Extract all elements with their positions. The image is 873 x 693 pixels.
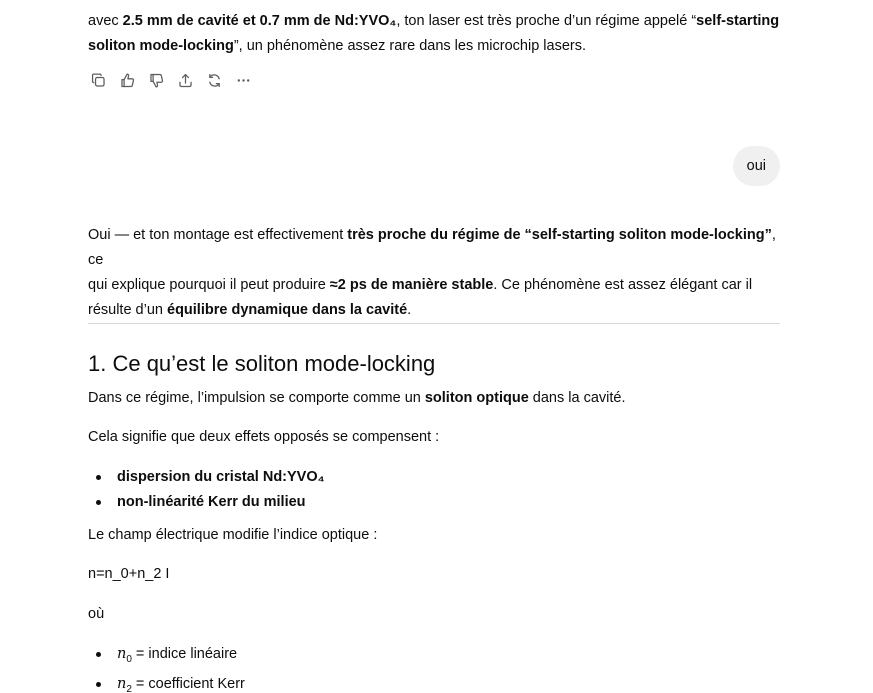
field-text: Le champ électrique modifie l’indice optique : [88,527,378,543]
list-item: dispersion du cristal Nd:YVO₄ [117,465,325,490]
assistant-reply [88,223,780,323]
list-item: $n_2$ = coefficient Kerr [117,672,245,693]
copy-icon[interactable] [88,70,108,90]
regenerate-icon[interactable] [204,70,224,90]
share-icon[interactable] [175,70,195,90]
more-icon[interactable] [233,70,253,90]
assistant-message-previous [88,9,780,59]
message-text: avec 2.5 mm de cavité et 0.7 mm de Nd:YVO₄, ton laser est très proche d’un régime appelé “self-starting soliton mode-locking”, un phénomène assez rare dans les microchip lasers. [88,13,780,54]
section-intro: Dans ce régime, l’impulsion se comporte comme un soliton optique dans la cavité. [88,390,626,406]
thumbs-down-icon[interactable] [146,70,166,90]
user-message-text: oui [746,158,766,174]
message-actions [88,70,253,90]
section-divider [88,323,780,324]
section-heading: 1. Ce qu’est le soliton mode-locking [88,351,436,376]
compensation-text: Cela signifie que deux effets opposés se compensent : [88,429,440,445]
definitions-list [88,642,245,693]
thumbs-up-icon[interactable] [117,70,137,90]
user-message-bubble [733,146,780,186]
list-item: non-linéarité Kerr du milieu [117,490,325,515]
ou-text: où [88,606,105,622]
list-item: $n_0$ = indice linéaire [117,642,245,672]
effects-list [88,465,325,515]
reply-paragraph: Oui — et ton montage est effectivement très proche du régime de “self-starting soliton mode-locking”, ce qui explique pourquoi il peut produire ≈2 ps de manière stable. Ce phénomène est assez élégant car il résulte d’un équilibre dynamique dans la cavité. [88,227,776,318]
formula: n=n_0+n_2 I [88,566,170,582]
